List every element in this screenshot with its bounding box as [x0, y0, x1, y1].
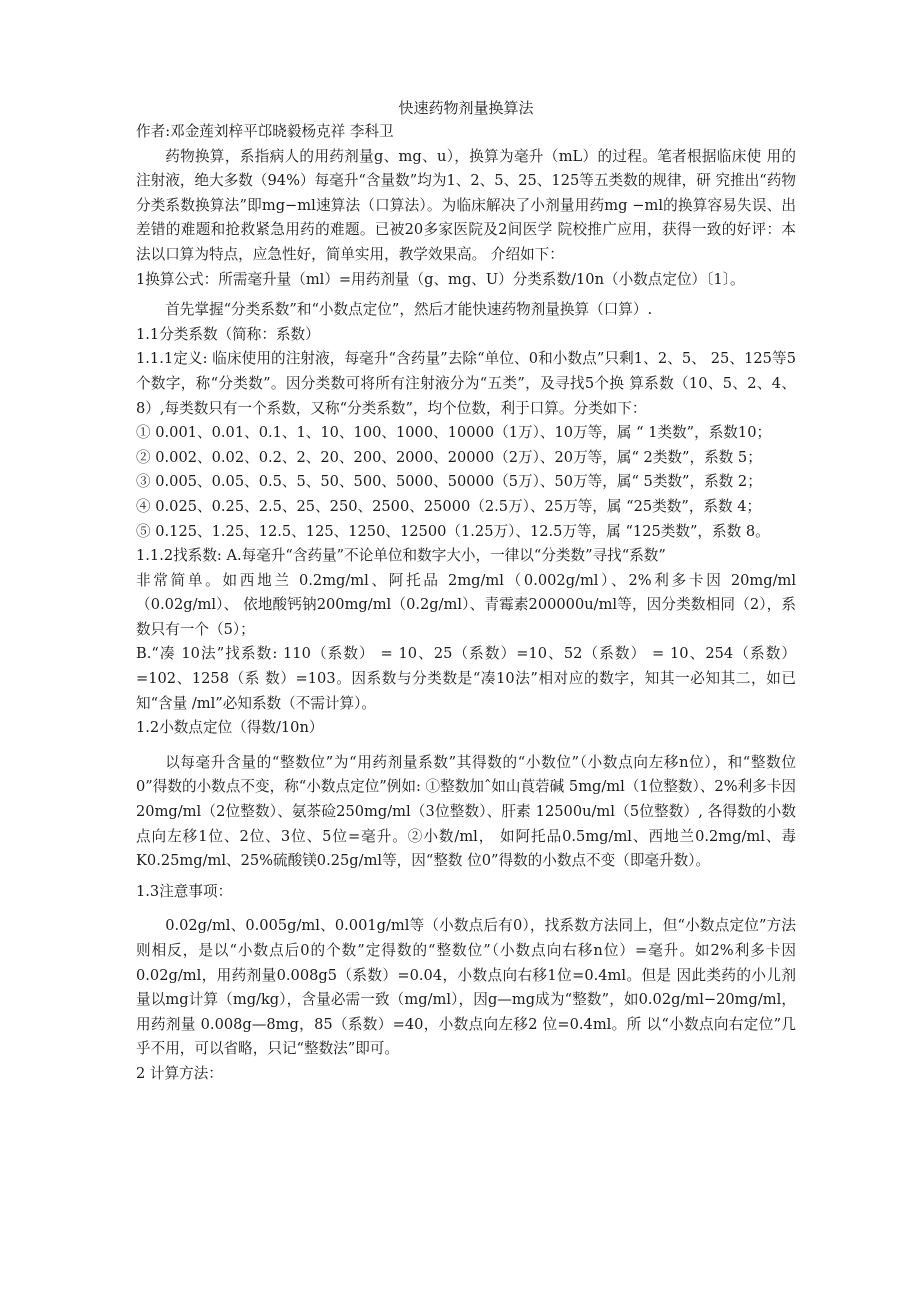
decimal-placement-paragraph: 以每毫升含量的“整数位”为“用药剂量系数”其得数的“小数位”（小数点向左移n位），和“整数位0”得数的小数点不变，称“小数点定位”例如: ①整数加ˆ如山莨菪碱 5mg/ml（1位整数）、2%利多卡因20mg/ml（2位整数）、氨茶硷250mg/ml（3位整数）、肝素 12500u/ml（5位整数）, 各得数的小数点向左移1位、2位、3位、5位=毫升。②小数/ml， 如阿托品0.5mg/ml、西地兰0.2mg/ml、毒K0.25mg/ml、25%硫酸镁0.25g/ml等，因“整数 位0”得数的小数点不变（即毫升数）。 — [136, 753, 796, 870]
notes-paragraph: 0.02g/ml、0.005g/ml、0.001g/ml等（小数点后有0），找系数方法同上，但“小数点定位”方法则相反，是以“小数点后0的个数”定得数的“整数位”（小数点向右移n位）=毫升。如2%利多卡因0.02g/ml，用药剂量0.008g5（系数）=0.04，小数点向右移1位=0.4ml。但是 因此类药的小儿剂量以mg计算（mg/kg），含量必需一致（mg/ml），因g—mg成为“整数”，如0.02g/ml−20mg/ml，用药剂量 0.008g—8mg，85（系数）=40，小数点向左移2 位=0.4ml。所 以“小数点向右定位”几乎不用，可以省略，只记“整数法”即可。 — [136, 917, 796, 1058]
formula-paragraph: 1换算公式：所需毫升量（ml）=用药剂量（g、mg、U）分类系数/10n（小数点定位）〔1〕。 — [136, 270, 745, 288]
category-item-1: ① 0.001、0.01、0.1、1、10、100、1000、10000（1万）、10万等，属 “ 1类数”，系数10； — [136, 424, 772, 442]
definition-paragraph: 1.1.1定义: 临床使用的注射液，每毫升“含药量”去除“单位、0和小数点”只剩1、2、5、 25、125等5个数字，称“分类数”。因分类数可将所有注射液分为“五类”，及寻找5个换 算系数（10、5、2、4、8）,每类数只有一个系数，又称“分类系数”，均个位数，利于口算。分类如下： — [136, 350, 796, 417]
section-heading-1-2: 1.2小数点定位（得数/10n） — [136, 719, 324, 737]
category-item-2: ② 0.002、0.02、0.2、2、20、200、2000、20000（2万）、20万等，属“ 2类数”，系数 5； — [136, 448, 762, 466]
document-title: 快速药物剂量换算法 — [398, 99, 534, 117]
section-heading-1-3: 1.3注意事项： — [136, 882, 233, 900]
category-item-4: ④ 0.025、0.25、2.5、25、250、2500、25000（2.5万）、25万等，属 “25类数”，系数 4； — [136, 497, 762, 515]
section-heading-1-1: 1.1分类系数（简称：系数） — [136, 325, 320, 343]
intro-paragraph: 药物换算，系指病人的用药剂量g、mg、u），换算为毫升（mL）的过程。笔者根据临床使 用的注射液，绝大多数（94%）每毫升“含量数”均为1、2、5、25、125等五类数的规律，研 究推出“药物分类系数换算法”即mg−ml速算法（口算法）。为临床解决了小剂量用药mg −ml的换算容易失误、出差错的难题和抢救紧急用药的难题。已被20多家医院及2间医学 院校推广应用，获得一致的好评：本法以口算为特点，应急性好，简单实用，教学效果高。 介绍如下： — [136, 147, 796, 263]
category-item-3: ③ 0.005、0.05、0.5、5、50、500、5000、50000（5万）、50万等，属“ 5类数”，系数 2； — [136, 473, 762, 491]
find-coefficient-paragraph: 1.1.2找系数: A.每毫升“含药量”不论单位和数字大小，一律以“分类数”寻找“系数” — [136, 547, 666, 565]
author-line: 作者:邓金莲刘梓平邙晓毅杨克祥 李科卫 — [136, 123, 394, 140]
document-page — [136, 96, 796, 1087]
make-ten-paragraph: B.“凑 10法”找系数: 110（系数） = 10、25（系数）=10、52（系数） = 10、254（系数）=102、1258（系 数）=103。因系数与分类数是“凑10法”相对应的数字，知其一必知其二，如已知“含量 /ml”必知系数（不需计算）。 — [136, 645, 796, 712]
category-item-5: ⑤ 0.125、1.25、12.5、125、1250、12500（1.25万）、12.5万等，属 “125类数”，系数 8。 — [136, 522, 770, 540]
premise-paragraph: 首先掌握“分类系数”和“小数点定位”，然后才能快速药物剂量换算（口算）. — [165, 301, 653, 319]
section-heading-2: 2 计算方法： — [136, 1064, 223, 1082]
find-coefficient-example: 非常简单。如西地兰 0.2mg/ml、阿托品 2mg/ml（0.002g/ml）、2%利多卡因 20mg/ml（0.02g/ml）、 依地酸钙钠200mg/ml（0.2g/ml）、青霉素200000u/ml等，因分类数相同（2），系数只有一个（5）； — [136, 571, 796, 638]
